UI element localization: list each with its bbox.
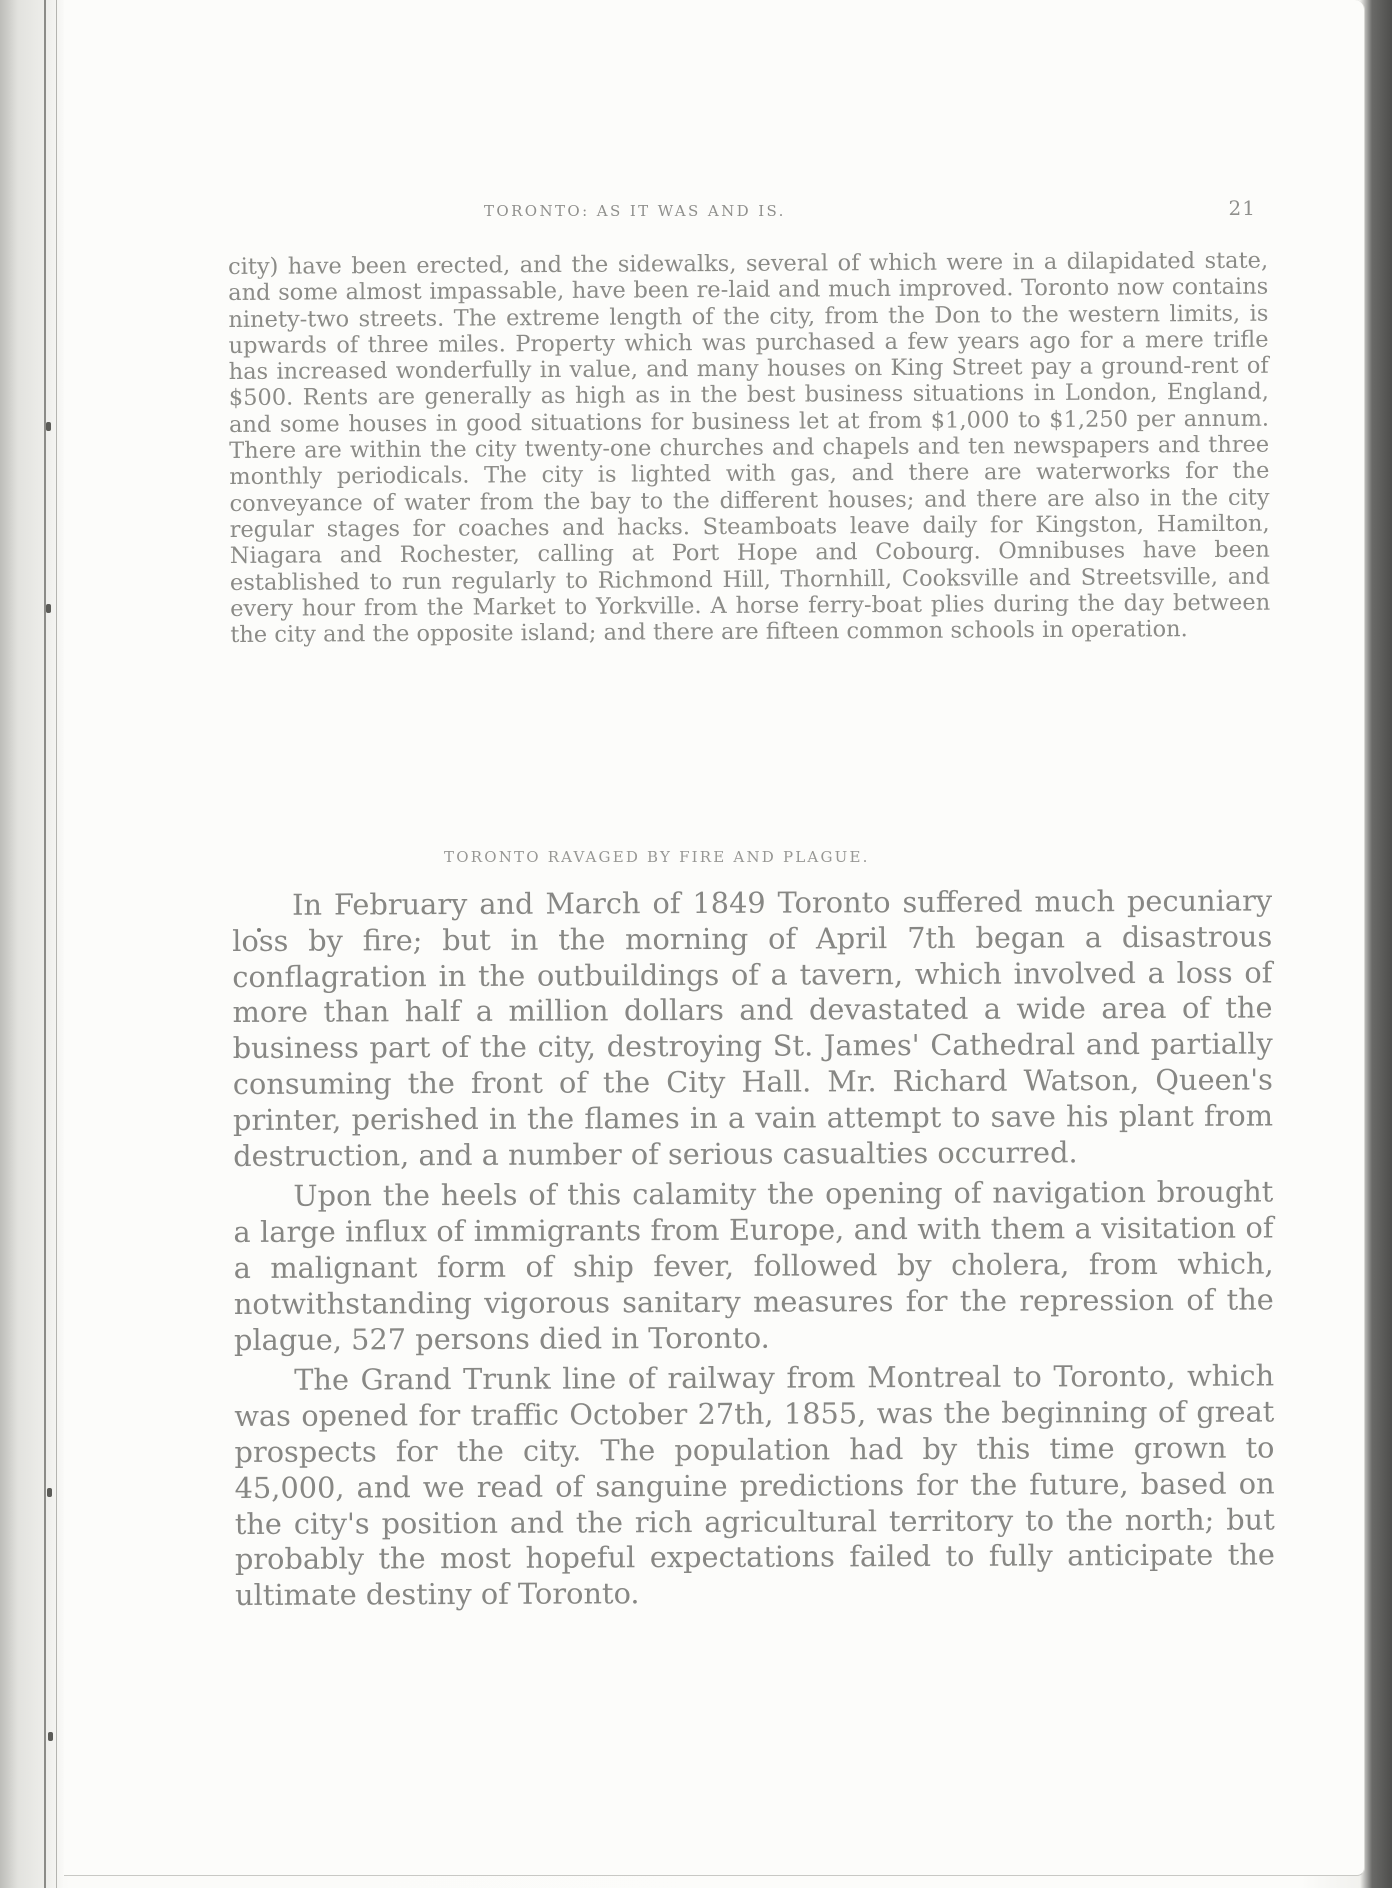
binding-speck xyxy=(46,604,51,613)
binding-edge-line xyxy=(56,0,57,1888)
body-paragraph: Upon the heels of this calamity the opening of navigation brought a large influx of immigrants from Europe, and with them a visitation of a malignant form of ship fever, followed by cholera, from which, notwithstanding vigorous sanitary measures for the repression of the plague, 527 persons died in Toronto. xyxy=(233,1174,1274,1357)
binding-speck xyxy=(47,1488,52,1497)
book-gutter xyxy=(0,0,64,1888)
body-paragraph: The Grand Trunk line of railway from Montreal to Toronto, which was opened for traffic October 27th, 1855, was the beginning of great prospects for the city. The population had by this time grown to 45,000, and we read of sanguine predictions for the future, based on the city's position and the rich agricultural territory to the north; but probably the most hopeful expectations failed to fully anticipate the ultimate destiny of Toronto. xyxy=(234,1358,1275,1613)
book-page xyxy=(64,0,1365,1876)
body-paragraph: In February and March of 1849 Toronto suffered much pecuniary loss by fire; but in the morning of April 7th began a disastrous conflagration in the outbuildings of a tavern, which involved a loss of more than half a million dollars and devastated a wide area of the business part of the city, destroying St. James' Cathedral and partially consuming the front of the City Hall. Mr. Richard Watson, Queen's printer, perished in the flames in a vain attempt to save his plant from destruction, and a number of serious casualties occurred. xyxy=(232,883,1274,1173)
binding-edge-line xyxy=(44,0,46,1888)
binding-speck xyxy=(48,1732,53,1741)
page-number: 21 xyxy=(1228,196,1256,220)
section-heading: TORONTO RAVAGED BY FIRE AND PLAGUE. xyxy=(444,848,870,866)
binding-speck xyxy=(46,422,51,431)
running-title: TORONTO: AS IT WAS AND IS. xyxy=(484,202,786,220)
continued-paragraph-block xyxy=(228,248,1270,649)
page-header xyxy=(484,196,1256,226)
intro-paragraph: city) have been erected, and the sidewalks, several of which were in a dilapidated state, and some almost impassable, have been re-laid and much improved. Toronto now contains ninety-two streets. The extreme length of the city, from the Don to the western limits, is upwards of three miles. Property which was purchased a few years ago for a mere trifle has increased wonderfully in value, and many houses on King Street pay a ground-rent of $500. Rents are generally as high as in the best business situations in London, England, and some houses in good situations for business let at from $1,000 to $1,250 per annum. There are within the city twenty-one churches and chapels and ten newspapers and three monthly periodicals. The city is lighted with gas, and there are waterworks for the conveyance of water from the bay to the different houses; and there are also in the city regular stages for coaches and hacks. Steamboats leave daily for Kingston, Hamilton, Niagara and Rochester, calling at Port Hope and Cobourg. Omnibuses have been established to run regularly to Richmond Hill, Thornhill, Cooksville and Streetsville, and every hour from the Market to Yorkville. A horse ferry-boat plies during the day between the city and the opposite island; and there are fifteen common schools in operation. xyxy=(228,247,1271,649)
section-body xyxy=(232,883,1275,1618)
